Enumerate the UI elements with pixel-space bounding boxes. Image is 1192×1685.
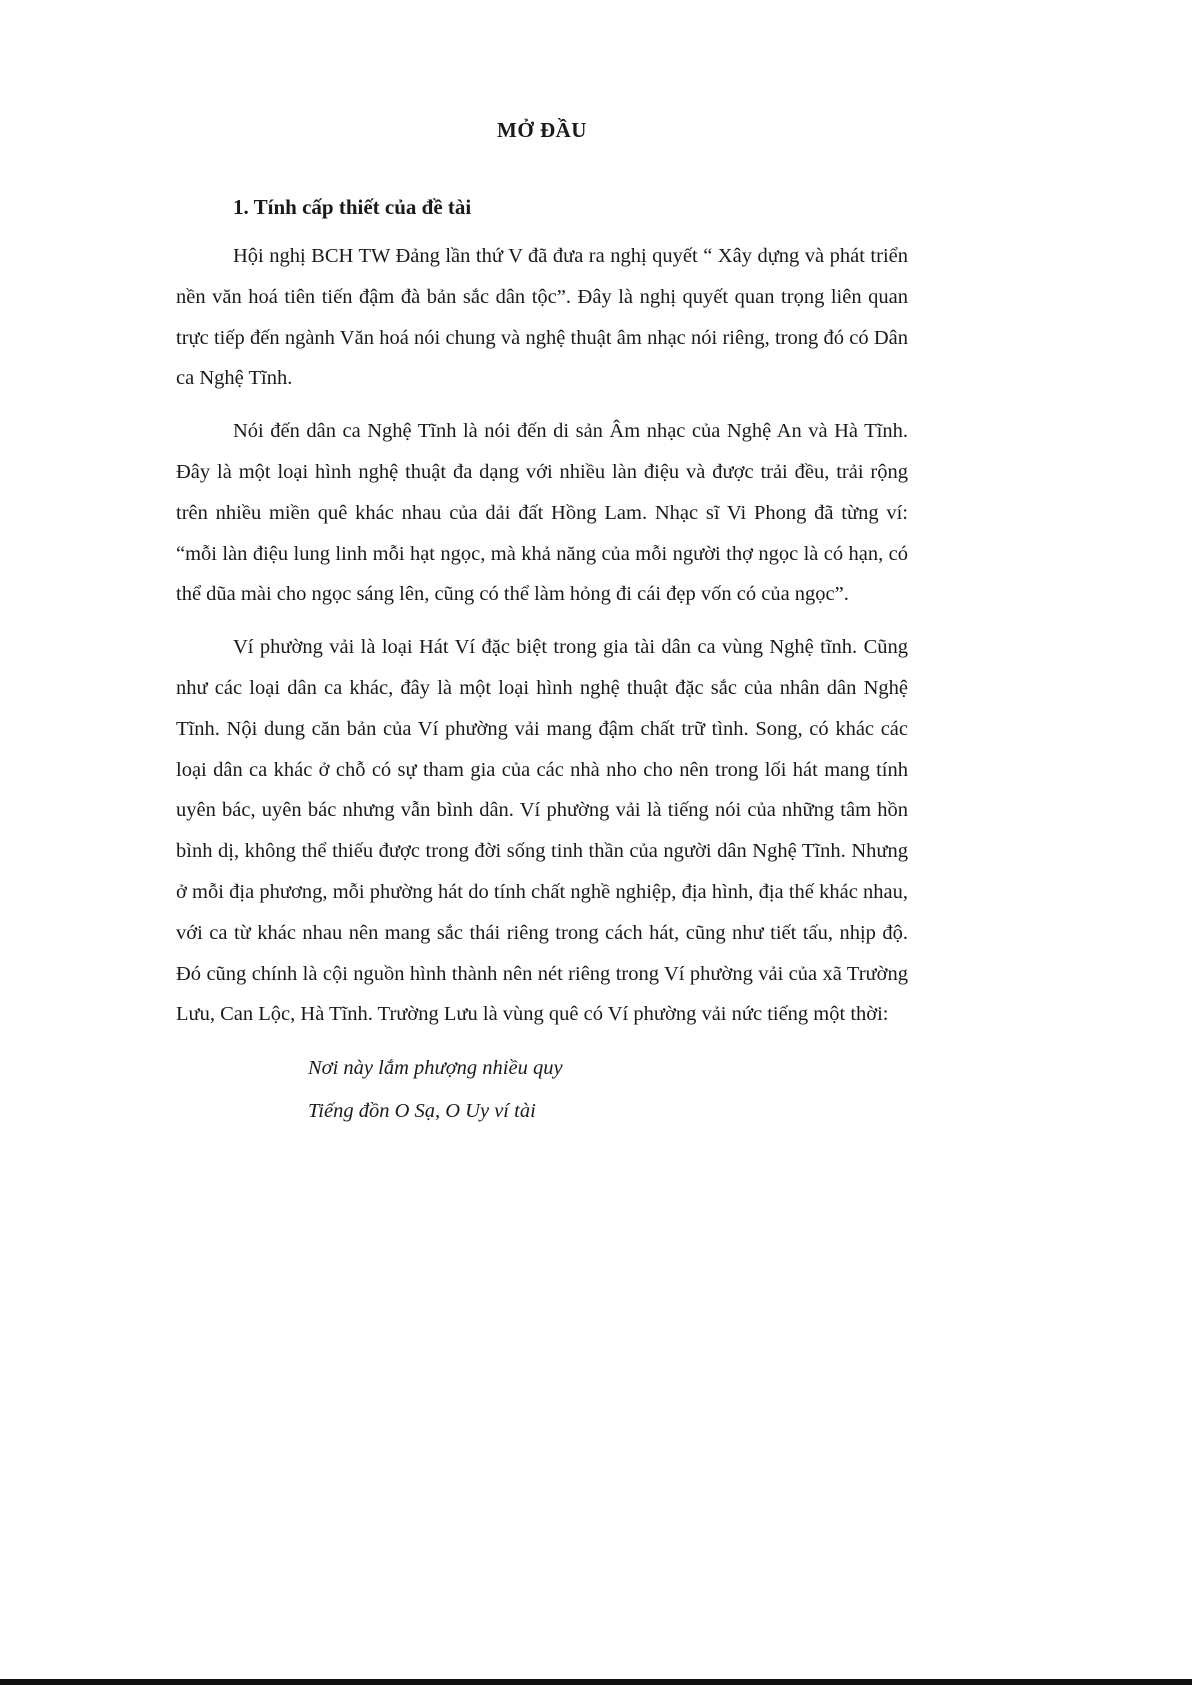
page-bottom-edge [0, 1679, 1192, 1685]
verse-line: Tiếng đồn O Sạ, O Uy ví tài [308, 1100, 536, 1123]
document-page [176, 118, 908, 1133]
section-heading: 1. Tính cấp thiết của đề tài [233, 195, 472, 219]
paragraph: Hội nghị BCH TW Đảng lần thứ V đã đưa ra nghị quyết “ Xây dựng và phát triển nền văn hoá tiên tiến đậm đà bản sắc dân tộc”. Đây là nghị quyết quan trọng liên quan trực tiếp đến ngành Văn hoá nói chung và nghệ thuật âm nhạc nói riêng, trong đó có Dân ca Nghệ Tĩnh. [176, 245, 908, 390]
page-title: MỞ ĐẦU [497, 118, 587, 142]
verse-line: Nơi này lắm phượng nhiều quy [308, 1057, 563, 1080]
paragraph: Nói đến dân ca Nghệ Tĩnh là nói đến di sản Âm nhạc của Nghệ An và Hà Tĩnh. Đây là một loại hình nghệ thuật đa dạng với nhiều làn điệu và được trải đều, trải rộng trên nhiều miền quê khác nhau của dải đất Hồng Lam. Nhạc sĩ Vi Phong đã từng ví: “mỗi làn điệu lung linh mỗi hạt ngọc, mà khả năng của mỗi người thợ ngọc là có hạn, có thể dũa mài cho ngọc sáng lên, cũng có thể làm hỏng đi cái đẹp vốn có của ngọc”. [176, 420, 908, 606]
paragraph: Ví phường vải là loại Hát Ví đặc biệt trong gia tài dân ca vùng Nghệ tĩnh. Cũng như các loại dân ca khác, đây là một loại hình nghệ thuật đặc sắc của nhân dân Nghệ Tĩnh. Nội dung căn bản của Ví phường vải mang đậm chất trữ tình. Song, có khác các loại dân ca khác ở chỗ có sự tham gia của các nhà nho cho nên trong lối hát mang tính uyên bác, uyên bác nhưng vẫn bình dân. Ví phường vải là tiếng nói của những tâm hồn bình dị, không thể thiếu được trong đời sống tinh thần của người dân Nghệ Tĩnh. Nhưng ở mỗi địa phương, mỗi phường hát do tính chất nghề nghiệp, địa hình, địa thế khác nhau, với ca từ khác nhau nên mang sắc thái riêng trong cách hát, cũng như tiết tấu, nhịp độ. Đó cũng chính là cội nguồn hình thành nên nét riêng trong Ví phường vải của xã Trường Lưu, Can Lộc, Hà Tĩnh. Trường Lưu là vùng quê có Ví phường vải nức tiếng một thời: [176, 636, 908, 1026]
